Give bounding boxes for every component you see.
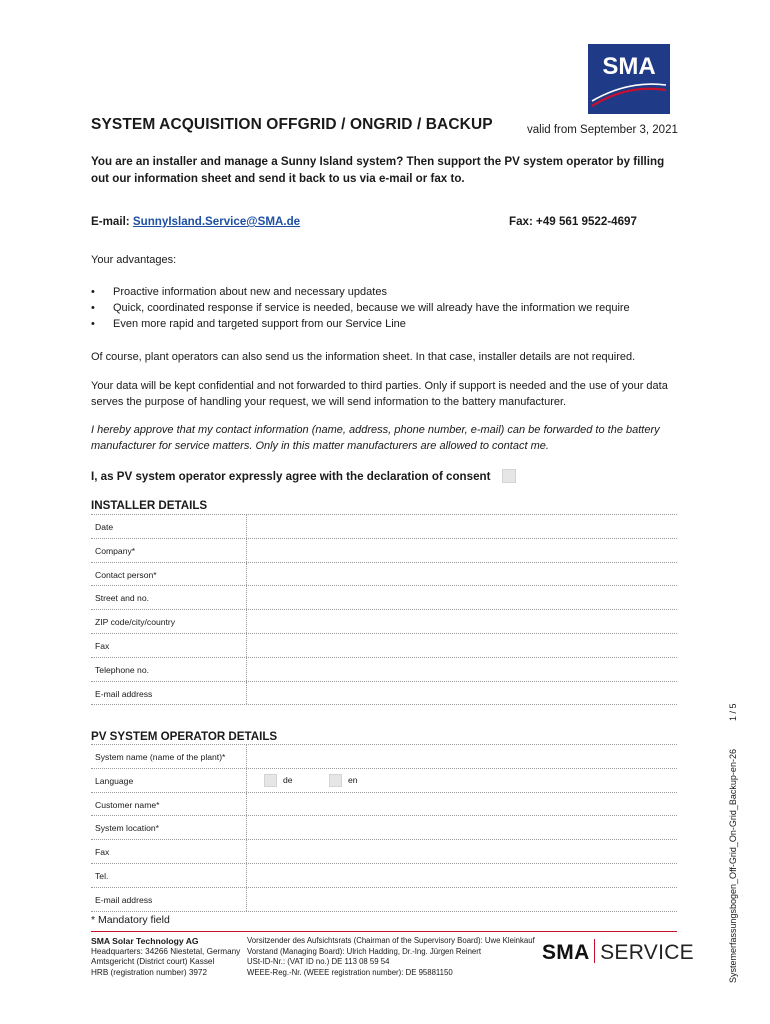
intro-text: You are an installer and manage a Sunny Island system? Then support the PV system operator by filling out our information sheet and send it back to us via e-mail or fax to. xyxy=(91,155,665,185)
advantages-title: Your advantages: xyxy=(91,254,177,266)
email-label: E-mail: xyxy=(91,215,130,228)
form-row-date xyxy=(91,514,677,539)
paragraph-approval: I hereby approve that my contact information (name, address, phone number, e-mail) can be forwarded to the battery manufacturer for service matters. Only in this matter manufacturers are allowed to contact me. xyxy=(91,424,660,452)
language-option-en xyxy=(329,774,358,787)
installer-form xyxy=(91,514,677,705)
form-row-company xyxy=(91,539,677,563)
brand-separator xyxy=(594,939,596,963)
advantage-text: Proactive information about new and necessary updates xyxy=(113,286,387,298)
form-row-operator-email xyxy=(91,888,677,912)
language-option-de xyxy=(264,774,293,787)
field-label: Contact person* xyxy=(95,569,157,580)
list-item xyxy=(91,316,630,332)
form-row-fax xyxy=(91,634,677,658)
title-row xyxy=(91,116,691,134)
field-label: System name (name of the plant)* xyxy=(95,752,226,762)
advantages-list xyxy=(91,284,630,332)
doc-id: Systemerfassungsbogen_Off-Grid_On-Grid_Backup-en-26 xyxy=(728,749,738,983)
consent-label: I, as PV system operator expressly agree with the declaration of consent xyxy=(91,470,491,484)
footer-company: SMA Solar Technology AG xyxy=(91,936,199,946)
tel-field[interactable] xyxy=(246,864,248,887)
operator-section-title: PV SYSTEM OPERATOR DETAILS xyxy=(91,730,278,743)
contact-person-field[interactable] xyxy=(246,563,248,586)
footer-line: HRB (registration number) 3972 xyxy=(91,967,208,977)
form-row-system-name xyxy=(91,744,677,769)
installer-fax-field[interactable] xyxy=(246,634,248,657)
form-row-operator-fax xyxy=(91,840,677,864)
consent-checkbox[interactable] xyxy=(502,469,516,483)
mandatory-note: * Mandatory field xyxy=(91,914,170,926)
page-title: SYSTEM ACQUISITION OFFGRID / ONGRID / BACKUP xyxy=(91,116,493,133)
language-en-checkbox[interactable] xyxy=(329,774,342,787)
advantage-text: Quick, coordinated response if service is needed, because we will already have the information we require xyxy=(113,302,630,314)
field-label: E-mail address xyxy=(95,688,153,699)
footer-line: Vorsitzender des Aufsichtsrats (Chairman of the Supervisory Board): Uwe Kleinkauf xyxy=(247,936,535,945)
field-label: Street and no. xyxy=(95,593,149,604)
valid-date: valid from September 3, 2021 xyxy=(527,124,678,136)
footer-line: Vorstand (Managing Board): Ulrich Hadding, Dr.-Ing. Jürgen Reinert xyxy=(247,946,482,956)
paragraph-operators: Of course, plant operators can also send us the information sheet. In that case, installer details are not required. xyxy=(91,351,636,363)
advantage-text: Even more rapid and targeted support from our Service Line xyxy=(113,318,406,330)
field-label: Customer name* xyxy=(95,799,160,810)
customer-name-field[interactable] xyxy=(246,793,248,816)
side-doc-reference xyxy=(728,704,738,983)
form-row-contact-person xyxy=(91,563,677,587)
footer-line: WEEE-Reg.-Nr. (WEEE registration number): DE 95881150 xyxy=(247,967,453,977)
logo-text: SMA xyxy=(602,53,656,80)
telephone-field[interactable] xyxy=(246,658,248,681)
form-row-tel xyxy=(91,864,677,888)
form-row-email xyxy=(91,682,677,706)
footer-divider xyxy=(91,931,677,932)
field-label: Company* xyxy=(95,545,136,556)
field-label: Telephone no. xyxy=(95,664,149,675)
fax-number: Fax: +49 561 9522-4697 xyxy=(509,215,637,228)
operator-email-field[interactable] xyxy=(246,888,248,911)
sma-service-logo xyxy=(542,941,694,965)
form-row-system-location xyxy=(91,816,677,840)
language-de-checkbox[interactable] xyxy=(264,774,277,787)
brand-service: SERVICE xyxy=(600,941,694,964)
form-row-customer-name xyxy=(91,793,677,817)
consent-row xyxy=(91,470,516,484)
date-field[interactable] xyxy=(246,515,248,538)
system-location-field[interactable] xyxy=(246,816,248,839)
bullet: • xyxy=(91,286,95,298)
contact-row xyxy=(91,215,651,228)
form-row-telephone xyxy=(91,658,677,682)
brand-sma: SMA xyxy=(542,941,590,964)
list-item xyxy=(91,300,630,316)
footer-line: Headquarters: 34266 Niestetal, Germany xyxy=(91,946,241,956)
email-link[interactable]: SunnyIsland.Service@SMA.de xyxy=(132,215,301,228)
system-name-field[interactable] xyxy=(246,745,248,768)
field-label: System location* xyxy=(95,823,160,834)
installer-section-title: INSTALLER DETAILS xyxy=(91,499,208,512)
language-de-label: de xyxy=(283,774,293,785)
footer-line: USt-ID-Nr.: (VAT ID no.) DE 113 08 59 54 xyxy=(247,957,390,966)
field-label: Fax xyxy=(95,847,110,858)
paragraph-confidential: Your data will be kept confidential and not forwarded to third parties. Only if support is needed and the use of your data serves the purpose of handling your request, we will send information to the battery manufacturer. xyxy=(91,380,668,408)
field-label: Date xyxy=(95,522,114,532)
bullet: • xyxy=(91,302,95,314)
installer-email-field[interactable] xyxy=(246,682,248,705)
language-en-label: en xyxy=(347,774,358,785)
field-label: E-mail address xyxy=(95,894,153,905)
street-field[interactable] xyxy=(246,586,248,609)
field-label: Tel. xyxy=(95,870,109,881)
language-cell xyxy=(246,769,248,792)
company-field[interactable] xyxy=(246,539,248,562)
zip-field[interactable] xyxy=(246,610,248,633)
form-row-zip xyxy=(91,610,677,634)
footer-line: Amtsgericht (District court) Kassel xyxy=(91,957,215,966)
field-label: ZIP code/city/country xyxy=(95,617,176,628)
bullet: • xyxy=(91,318,95,330)
list-item xyxy=(91,284,630,300)
footer-board-info xyxy=(247,936,535,978)
language-options xyxy=(264,774,392,787)
field-label: Fax xyxy=(95,640,110,651)
sma-logo xyxy=(588,44,670,114)
footer-company-info xyxy=(91,936,240,978)
operator-fax-field[interactable] xyxy=(246,840,248,863)
page-number: 1 / 5 xyxy=(728,703,738,722)
form-row-language xyxy=(91,769,677,793)
operator-form xyxy=(91,744,677,912)
field-label: Language xyxy=(95,775,134,786)
form-row-street xyxy=(91,586,677,610)
